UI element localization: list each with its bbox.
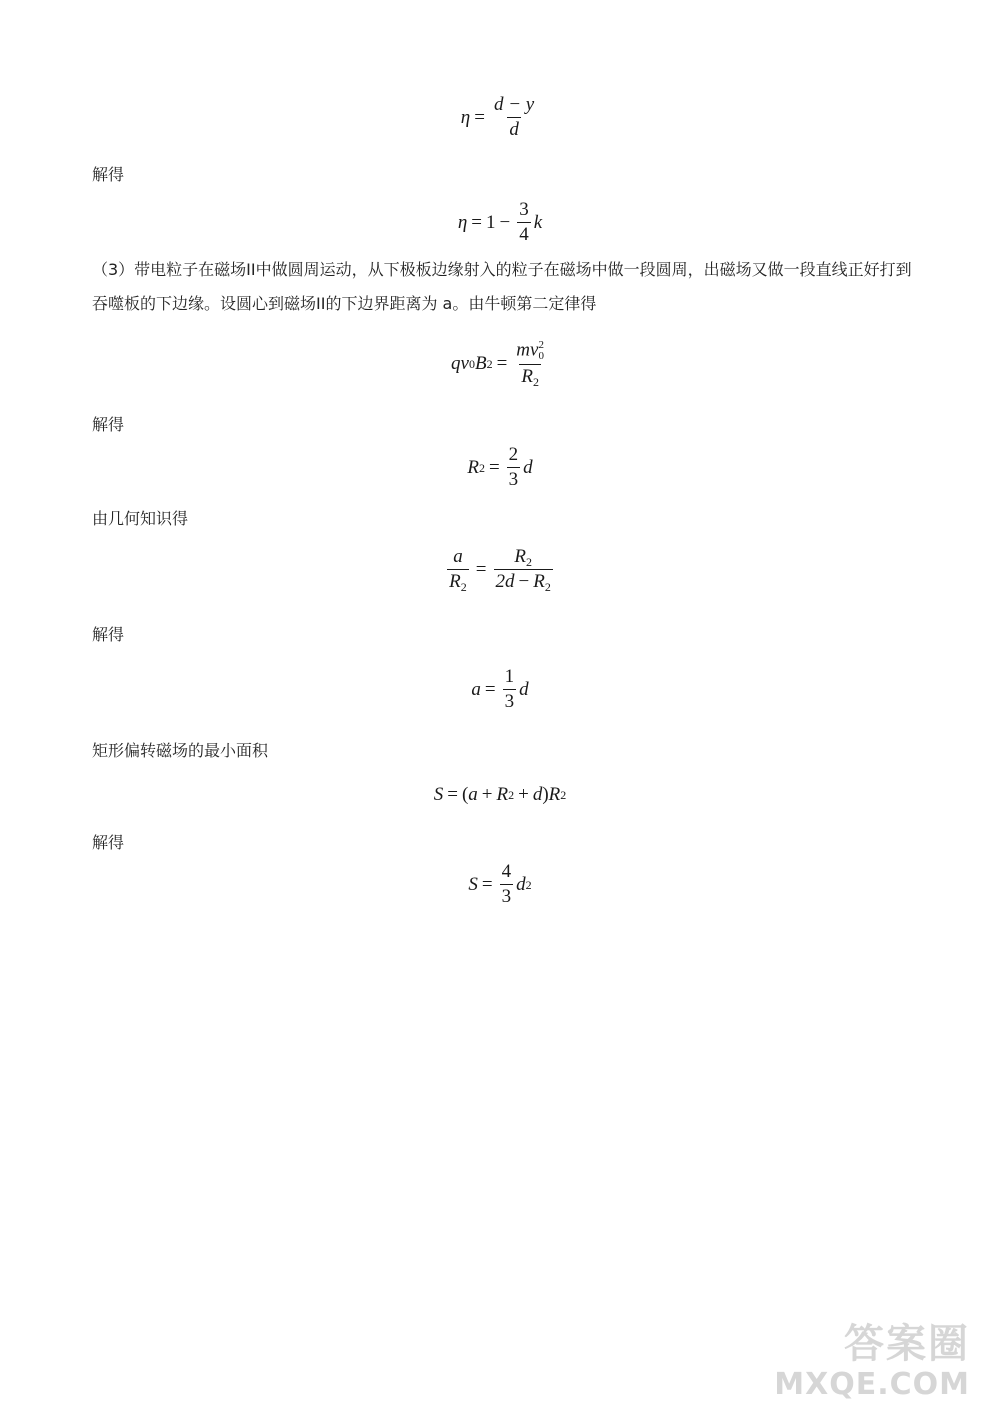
equation-eta-result: η = 1 − $\frac{3}{4}$ k (457, 199, 543, 245)
fraction: $\frac{R_2}{2d - R_2}$ (495, 546, 551, 594)
text-jiede-4: 解得 (92, 833, 125, 852)
fraction: $\frac{3}{4}$ (519, 199, 529, 245)
text-jiede-2: 解得 (92, 415, 125, 434)
equation-a-result: a = $\frac{1}{3}$ d (471, 666, 529, 712)
watermark-cn: 答案圈 (844, 1321, 970, 1367)
equation-area-result: S = $\frac{4}{3}$ d 2 (468, 861, 532, 907)
text-min-area: 矩形偏转磁场的最小面积 (92, 741, 269, 760)
fraction: $\frac{4}{3}$ (501, 861, 512, 907)
paragraph-part-3: （3）带电粒子在磁场II中做圆周运动，从下极板边缘射入的粒子在磁场中做一段圆周，出磁场又做一段直线正好打到吞噬板的下边缘。设圆心到磁场II的下边界距离为 a。由牛顿第二定律得 (92, 260, 912, 313)
equation-newton-second-law: q v 0 B 2 = mv 2 0 $R_2$ (451, 339, 544, 389)
text-jiede-1: 解得 (92, 165, 125, 184)
text-jiede-3: 解得 (92, 625, 125, 644)
fraction: $\frac{a}{R_2}$ (449, 546, 467, 594)
equation-r2-result: R 2 = $\frac{2}{3}$ d (467, 444, 533, 490)
equation-geometry-ratio: $\frac{a}{R_2}$ = $\frac{R_2}{2d - R_2}$ (449, 546, 551, 594)
watermark-logo (774, 1312, 970, 1402)
watermark-en: MXQE.COM (774, 1367, 970, 1402)
equation-eta-definition: η = $\frac{d - y}{d}$ (460, 94, 535, 140)
fraction: $\frac{2}{3}$ (508, 444, 519, 490)
text-geometry: 由几何知识得 (92, 509, 189, 528)
fraction: $\frac{d - y}{d}$ (493, 94, 535, 140)
fraction: mv 2 0 $R_2$ (516, 339, 544, 389)
equation-area-formula: S = ( a + R 2 + d ) R 2 (433, 784, 567, 805)
fraction: $\frac{1}{3}$ (504, 666, 515, 712)
